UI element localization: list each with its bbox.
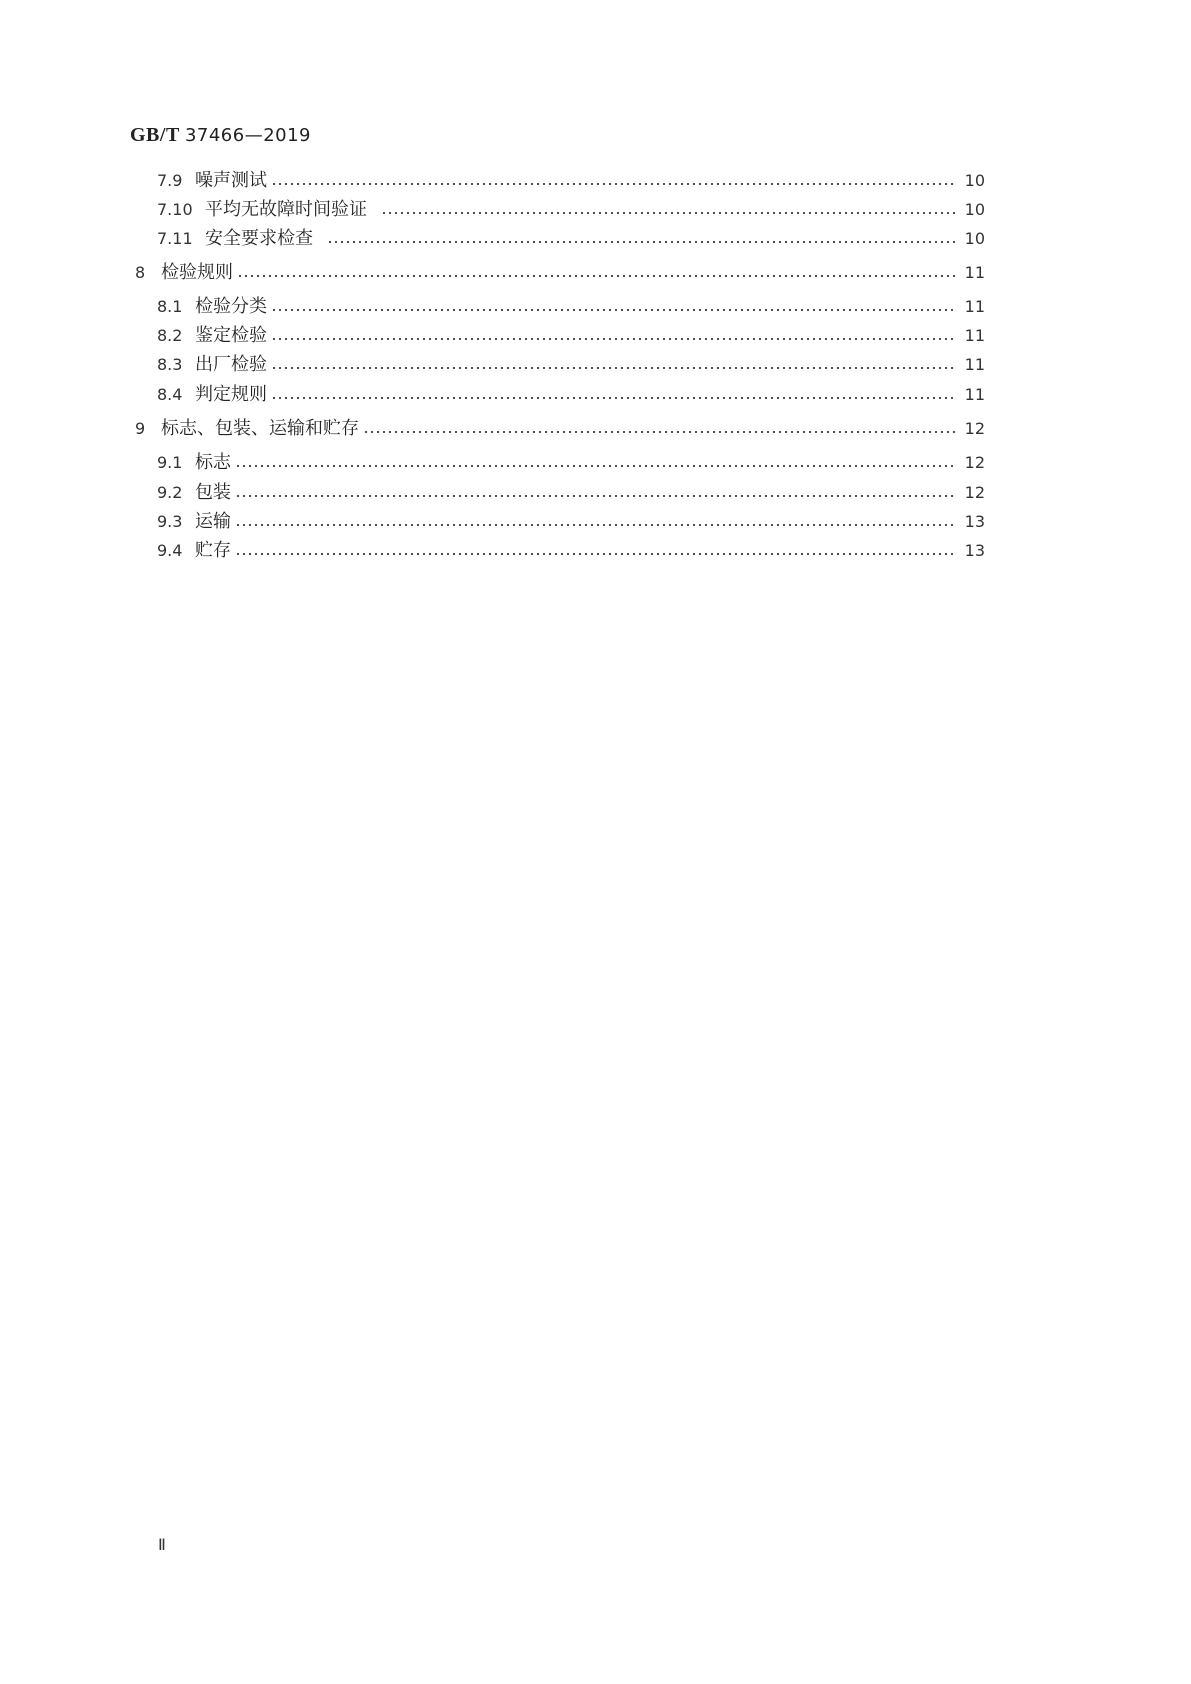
toc-leader-dots <box>327 241 957 243</box>
page-number-footer: Ⅱ <box>158 1535 166 1554</box>
standard-prefix: GB/T <box>130 124 180 146</box>
toc-leader-dots <box>363 431 957 433</box>
toc-entry-title: 包装 <box>195 482 231 503</box>
toc-entry-number: 8.4 <box>157 385 183 404</box>
toc-leader-dots <box>237 275 957 277</box>
toc-entry[interactable] <box>157 323 985 349</box>
toc-leader-dots <box>271 367 957 369</box>
toc-entry-page: 12 <box>964 453 985 472</box>
toc-entry[interactable] <box>157 197 985 223</box>
toc-entry[interactable] <box>157 480 985 506</box>
toc-entry[interactable] <box>157 450 985 476</box>
toc-entry[interactable] <box>135 416 985 442</box>
toc-entry[interactable] <box>157 352 985 378</box>
toc-entry[interactable] <box>157 538 985 564</box>
toc-leader-dots <box>271 338 957 340</box>
toc-entry-page: 12 <box>964 419 985 438</box>
toc-entry-number: 8.3 <box>157 355 183 374</box>
toc-entry-number: 9.4 <box>157 541 183 560</box>
toc-leader-dots <box>381 212 957 214</box>
toc-entry-page: 11 <box>964 355 985 374</box>
toc-entry-page: 10 <box>964 200 985 219</box>
toc-entry-title: 运输 <box>195 511 231 532</box>
toc-entry-title: 标志 <box>195 452 231 473</box>
toc-leader-dots <box>235 524 957 526</box>
toc-leader-dots <box>235 495 957 497</box>
toc-entry-title: 检验规则 <box>161 262 233 283</box>
toc-entry-page: 11 <box>964 263 985 282</box>
toc-entry-page: 10 <box>964 171 985 190</box>
toc-entry-page: 11 <box>964 297 985 316</box>
toc-entry[interactable] <box>157 226 985 252</box>
toc-entry-number: 8.2 <box>157 326 183 345</box>
toc-entry-number: 9.2 <box>157 483 183 502</box>
toc-entry-number: 9 <box>135 419 146 438</box>
toc-entry-page: 12 <box>964 483 985 502</box>
toc-entry-number: 7.11 <box>157 229 193 248</box>
toc-entry-title: 贮存 <box>195 540 231 561</box>
toc-entry[interactable] <box>157 509 985 535</box>
toc-entry-title: 判定规则 <box>195 384 267 405</box>
toc-leader-dots <box>271 183 957 185</box>
toc-entry-title: 平均无故障时间验证 <box>205 199 367 220</box>
toc-entry-page: 11 <box>964 326 985 345</box>
toc-entry-number: 8 <box>135 263 146 282</box>
toc-entry[interactable] <box>157 382 985 408</box>
toc-entry-title: 标志、包装、运输和贮存 <box>161 418 359 439</box>
toc-leader-dots <box>271 309 957 311</box>
toc-leader-dots <box>235 465 957 467</box>
toc-entry-page: 13 <box>964 541 985 560</box>
toc-entry-title: 安全要求检查 <box>205 228 313 249</box>
toc-entry[interactable] <box>135 260 985 286</box>
document-header <box>130 124 311 147</box>
toc-entry-title: 出厂检验 <box>195 354 267 375</box>
toc-entry-page: 13 <box>964 512 985 531</box>
toc-entry-number: 7.10 <box>157 200 193 219</box>
toc-entry-number: 9.3 <box>157 512 183 531</box>
toc-entry-number: 7.9 <box>157 171 183 190</box>
toc-entry-title: 鉴定检验 <box>195 325 267 346</box>
toc-entry-page: 10 <box>964 229 985 248</box>
toc-entry[interactable] <box>157 294 985 320</box>
toc-entry[interactable] <box>157 168 985 194</box>
toc-entry-number: 8.1 <box>157 297 183 316</box>
toc-entry-title: 噪声测试 <box>195 170 267 191</box>
toc-leader-dots <box>271 397 957 399</box>
toc-entry-title: 检验分类 <box>195 296 267 317</box>
standard-number: 37466—2019 <box>184 125 312 146</box>
toc-entry-page: 11 <box>964 385 985 404</box>
toc-leader-dots <box>235 553 957 555</box>
toc-entry-number: 9.1 <box>157 453 183 472</box>
